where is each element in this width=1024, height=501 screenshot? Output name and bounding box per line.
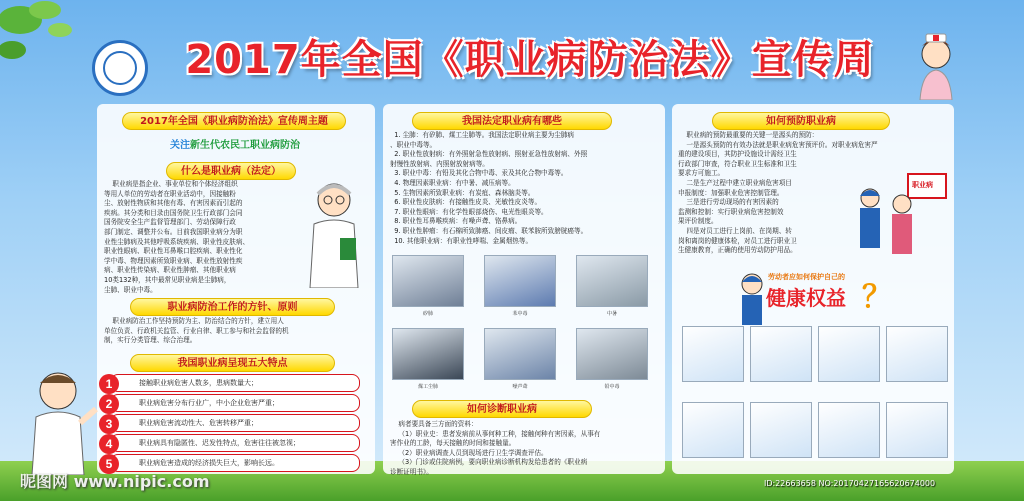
feature-text: 职业病危害流动性大、危害转移严重；	[139, 419, 258, 427]
legal-title: 我国法定职业病有哪些	[412, 112, 612, 130]
features-title: 我国职业病呈现五大特点	[130, 354, 335, 372]
workers-illustration	[840, 170, 950, 260]
feature-number: 4	[99, 434, 119, 454]
disease-picture	[576, 328, 648, 380]
doctor-pointing-illustration	[20, 365, 98, 475]
disease-caption: 铅中毒	[604, 384, 620, 390]
feature-item	[105, 374, 360, 392]
prevention-picture	[818, 326, 880, 382]
feature-number: 5	[99, 454, 119, 474]
prevent-text: 职业病的预防最重要的关键一是源头的预防： 一是源头预防的有效办法就是职业病危害预评价。对职业病危害严 重的建设项目，其防护设施设计需经卫生 行政部门审查，符合职业卫生标准和卫生 要求方可施工。 二是生产过程中建立职业病危害项目 申报制度：加强职业危害控制管理。 三是进行劳动现场的有害因素的 监测和控制：实行职业病危害控制效 果评价制度。 四是对员工进行上岗前、在岗期、转 岗和离岗的健康体检，对员工进行职业卫 生健康教育，正确的使用劳动防护用品。	[678, 131, 878, 255]
what-text: 职业病是指企业、事业单位和个体经济组织 等用人单位的劳动者在职业活动中，因接触粉 尘、放射性物质和其他有毒、有害因素而引起的 疾病。其分类和目录由国务院卫生行政部门会同 国务院安全生产监督管理部门、劳动保障行政 部门制定、调整并公布。目前我国职业病分为职 业性尘肺病及其他呼吸系统疾病、职业性皮肤病、 职业性眼病、职业性耳鼻喉口腔疾病、职业性化 学中毒、物理因素所致职业病、职业性放射性疾 病、职业性传染病、职业性肿瘤、其他职业病 10类132种，其中最常见职业病是尘肺病， 尘肺、职业中毒。	[104, 180, 250, 294]
disease-picture	[484, 328, 556, 380]
disease-caption: 中暑	[606, 311, 617, 317]
prevention-picture	[682, 326, 744, 382]
watermark: 昵图网 www.nipic.com	[20, 472, 210, 491]
feature-number: 3	[99, 414, 119, 434]
prevention-picture	[886, 402, 948, 458]
disease-caption: 苯中毒	[512, 311, 528, 317]
prevent-title: 如何预防职业病	[712, 112, 890, 130]
disease-caption: 噪声聋	[512, 384, 528, 390]
disease-picture	[576, 255, 648, 307]
legal-text: 1. 尘肺：有矽肺、煤工尘肺等。我国法定职业病主要为尘肺病 、职业中毒等。 2. 职业性放射病：有外照射急性放射病、照射亚急性放射病、外照 射慢性放射病、内照射放射病等。 3. 职业中毒：有铅及其化合物中毒、汞及其化合物中毒等。 4. 物理因素职业病：有中暑、减压病等。 5. 生物因素所致职业病：有炭疽、森林脑炎等。 6. 职业性皮肤病：有接触性皮炎、光敏性皮炎等。 7. 职业性眼病：有化学性眼部烧伤、电光性眼炎等。 8. 职业性耳鼻喉疾病：有噪声聋、铬鼻病。 9. 职业性肿瘤：有石棉所致肺癌、间皮瘤、联苯胺所致膀胱癌等。 10. 其他职业病：有职业性哮喘、金属烟热等。	[390, 131, 588, 245]
feature-text: 职业病危害分布行业广，中小企业危害严重；	[139, 399, 279, 407]
prevention-picture	[682, 402, 744, 458]
question-mark-icon: ？	[862, 281, 892, 314]
feature-text: 职业病具有隐匿性、迟发性特点，危害往往被忽视；	[139, 439, 300, 447]
policy-title: 职业病防治工作的方针、原则	[130, 298, 335, 316]
what-title: 什么是职业病（法定）	[166, 162, 296, 180]
leaves-decoration	[0, 0, 90, 95]
feature-number: 2	[99, 394, 119, 414]
feature-number: 1	[99, 374, 119, 394]
prevention-picture	[818, 402, 880, 458]
health-subtitle: 劳动者应如何保护自己的	[768, 273, 845, 281]
theme-slogan: 关注新生代农民工职业病防治	[170, 140, 300, 151]
disease-caption: 矽肺	[422, 311, 433, 317]
doctor-illustration	[300, 178, 370, 288]
prevention-picture	[750, 326, 812, 382]
prevention-picture	[750, 402, 812, 458]
feature-text: 职业病危害造成的经济损失巨大，影响长远。	[139, 459, 279, 467]
diagnosis-title: 如何诊断职业病	[412, 400, 592, 418]
policy-text: 职业病防治工作坚持预防为主、防治结合的方针，建立用人 单位负责、行政机关监管、行业自律、职工参与和社会监督的机 制，实行分类管理、综合治理。	[104, 317, 289, 345]
disease-picture	[392, 255, 464, 307]
feature-item	[105, 394, 360, 412]
emblem-logo	[92, 40, 148, 96]
health-rights-heading: 健康权益	[766, 286, 846, 310]
feature-item	[105, 434, 360, 452]
sign-text: 职业病	[912, 181, 933, 189]
nurse-illustration	[906, 30, 966, 100]
theme-title: 2017年全国《职业病防治法》宣传周主题	[122, 112, 346, 130]
feature-text: 接触职业病危害人数多，患病数量大；	[139, 379, 258, 387]
worker-with-question-illustration	[734, 270, 770, 325]
disease-picture	[392, 328, 464, 380]
disease-picture	[484, 255, 556, 307]
disease-caption: 煤工尘肺	[417, 384, 438, 390]
prevention-picture	[886, 326, 948, 382]
diagnosis-text: 病者要具备三方面的资料： （1）职业史：患者发病前从事何种工种，接触何种有害因素，从事有 害作业的工龄，每天接触的时间和接触量。 （2）职业病调查人员到现场进行卫生学调查评估。 （3）门诊或住院病例，要向职业病诊断机构发给患者的《职业病 诊断证明书》。	[390, 420, 601, 476]
poster-title: 2017年全国《职业病防治法》宣传周	[185, 37, 875, 83]
image-id: ID:22663658 NO:20170427165620674000	[764, 479, 936, 488]
feature-item	[105, 414, 360, 432]
